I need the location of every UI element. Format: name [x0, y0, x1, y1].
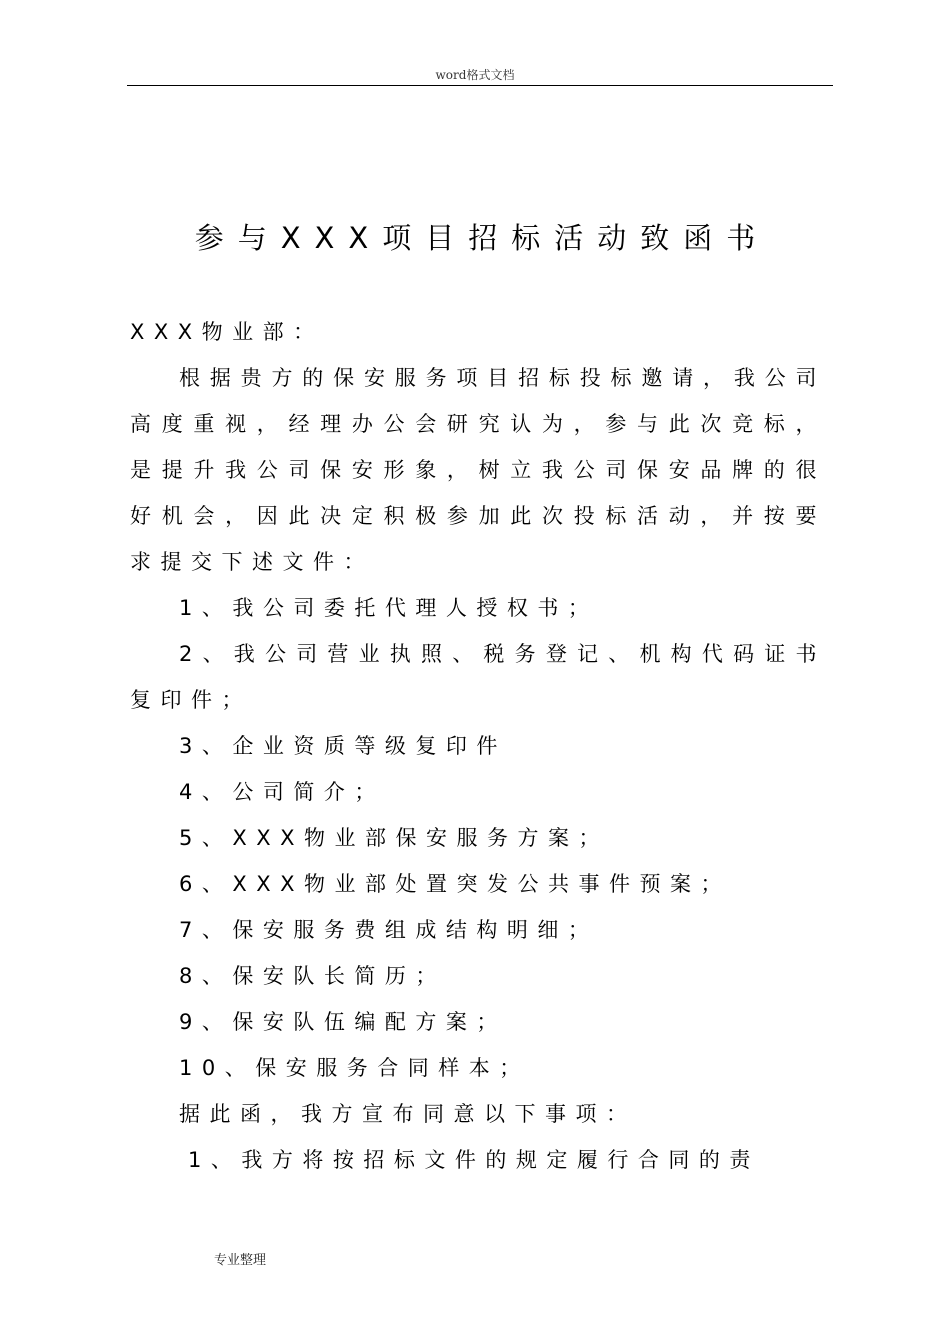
list-item: 10、保安服务合同样本； — [179, 1056, 530, 1080]
list-item: 9、保安队伍编配方案； — [179, 1010, 507, 1034]
list-item: 4、公司简介； — [179, 780, 385, 804]
salutation: XXX物业部： — [130, 320, 324, 344]
declaration-paragraph: 据此函，我方宣布同意以下事项： — [179, 1102, 637, 1126]
list-item: 7、保安服务费组成结构明细； — [179, 918, 599, 942]
list-item: 5、XXX物业部保安服务方案； — [179, 826, 610, 850]
list-item: 8、保安队长简历； — [179, 964, 446, 988]
document-body — [130, 309, 826, 1183]
page-footer: 专业整理 — [214, 1253, 267, 1268]
list-item: 1、我公司委托代理人授权书； — [179, 596, 599, 620]
clause-item: 1、我方将按招标文件的规定履行合同的责 — [188, 1148, 760, 1172]
document-title: 参与XXX项目招标活动致函书 — [194, 221, 770, 255]
list-item: 6、XXX物业部处置突发公共事件预案； — [179, 872, 732, 896]
intro-paragraph: 根据贵方的保安服务项目招标投标邀请，我公司高度重视，经理办公会研究认为，参与此次竞标，是提升我公司保安形象，树立我公司保安品牌的很好机会，因此决定积极参加此次投标活动，并按要求提交下述文件： — [130, 366, 826, 574]
list-item: 3、企业资质等级复印件 — [179, 734, 507, 758]
header-divider — [127, 85, 833, 86]
list-item: 2、我公司营业执照、税务登记、机构代码证书复印件； — [130, 642, 826, 712]
page-header: word格式文档 — [435, 68, 515, 82]
